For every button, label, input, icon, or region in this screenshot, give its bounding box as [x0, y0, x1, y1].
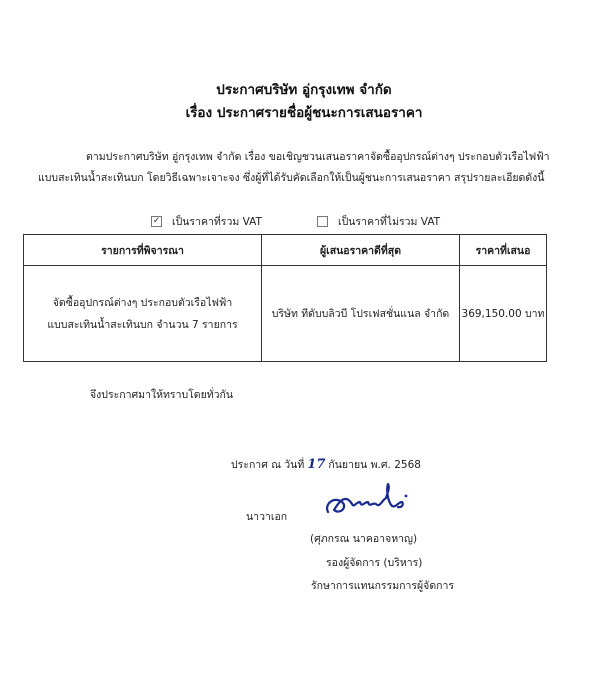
signatory-rank: นาวาเอก — [246, 511, 288, 523]
document-title: ประกาศบริษัท อู่กรุงเทพ จำกัด — [216, 82, 392, 98]
header-price: ราคาที่เสนอ — [460, 235, 547, 266]
closing-notice: จึงประกาศมาให้ทราบโดยทั่วกัน — [90, 389, 234, 401]
document-subject: เรื่อง ประกาศรายชื่อผู้ชนะการเสนอราคา — [185, 105, 423, 121]
vat-exclude-option — [317, 213, 440, 230]
vat-include-option — [151, 213, 262, 230]
bid-result-table — [23, 234, 547, 362]
intro-paragraph — [38, 147, 586, 189]
item-line-2: แบบสะเทินน้ำสะเทินบก จำนวน 7 รายการ — [47, 318, 238, 331]
price-cell: 369,150.00 บาท — [460, 266, 547, 362]
date-suffix: กันยายน พ.ศ. 2568 — [328, 459, 421, 471]
checked-box-icon: ✓ — [152, 215, 161, 226]
date-prefix: ประกาศ ณ วันที่ — [231, 459, 305, 471]
date-day-handwritten: 17 — [307, 457, 326, 472]
unchecked-box-icon — [317, 216, 328, 227]
signatory-position-2: รักษาการแทนกรรมการผู้จัดการ — [311, 580, 455, 592]
header-bidder: ผู้เสนอราคาดีที่สุด — [262, 235, 460, 266]
table-header-row — [24, 235, 547, 266]
item-cell — [24, 266, 262, 362]
signatory-name: (ศุภกรณ นาคอาจหาญ) — [310, 533, 418, 545]
table-row — [24, 266, 547, 362]
vat-include-label: เป็นราคาที่รวม VAT — [172, 216, 262, 228]
announcement-date — [231, 456, 421, 473]
intro-line-2: แบบสะเทินน้ำสะเทินบก โดยวิธีเฉพาะเจาะจง ซึ่งผู้ที่ได้รับคัดเลือกให้เป็นผู้ชนะการเสนอราคา สรุปรายละเอียดดังนี้ — [38, 172, 545, 184]
header-item: รายการที่พิจารณา — [24, 235, 262, 266]
bidder-cell: บริษัท ทีดับบลิวบี โปรเฟสชั่นแนล จำกัด — [262, 266, 460, 362]
vat-exclude-label: เป็นราคาที่ไม่รวม VAT — [338, 216, 441, 228]
intro-line-1: ตามประกาศบริษัท อู่กรุงเทพ จำกัด เรื่อง ขอเชิญชวนเสนอราคาจัดซื้ออุปกรณ์ต่างๆ ประกอบตัวเรือไฟฟ้า — [86, 151, 550, 163]
item-line-1: จัดซื้ออุปกรณ์ต่างๆ ประกอบตัวเรือไฟฟ้า — [52, 296, 233, 309]
signatory-position-1: รองผู้จัดการ (บริหาร) — [326, 557, 423, 569]
signature-image — [318, 480, 414, 524]
